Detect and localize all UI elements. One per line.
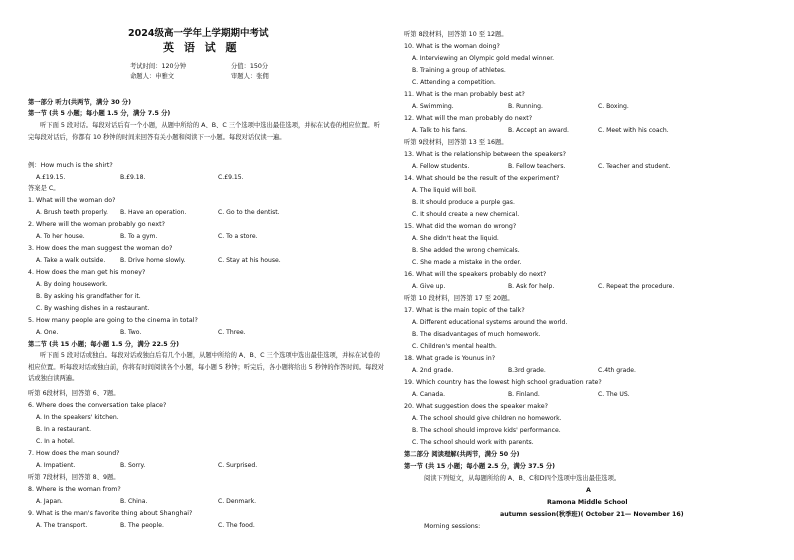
question-4: 4. How does the man get his money? xyxy=(28,269,146,276)
q13-option-b: B. Fellow teachers. xyxy=(508,163,566,170)
q18-option-b: B.3rd grade. xyxy=(508,367,546,374)
q16-option-a: A. Give up. xyxy=(412,283,446,290)
section3-heading: 第一节 (共 15 小题；每小题 2.5 分，满分 37.5 分) xyxy=(404,463,556,470)
q20-option-b: B. The school should improve kids' performance. xyxy=(412,427,561,434)
q17-option-c: C. Children's mental health. xyxy=(412,343,497,350)
material-9-note: 听第 9段材料，回答第 13 至 16题。 xyxy=(404,139,508,146)
q7-option-a: A. Impatient. xyxy=(36,462,76,469)
question-6: 6. Where does the conversation take place? xyxy=(28,402,167,409)
q9-option-c: C. The food. xyxy=(218,522,255,529)
question-11: 11. What is the man probably best at? xyxy=(404,91,525,98)
q3-option-a: A. Take a walk outside. xyxy=(36,257,106,264)
question-16: 16. What will the speakers probably do next? xyxy=(404,271,547,278)
part1-heading: 第一部分 听力(共两节，满分 30 分) xyxy=(28,99,131,106)
q8-option-b: B. China. xyxy=(120,498,148,505)
exam-author: 命题人：申雅文 xyxy=(130,73,175,80)
q9-option-b: B. The people. xyxy=(120,522,164,529)
q14-option-b: B. It should produce a purple gas. xyxy=(412,199,515,206)
q12-option-b: B. Accept an award. xyxy=(508,127,569,134)
question-2: 2. Where will the woman probably go next? xyxy=(28,221,165,228)
q5-option-b: B. Two. xyxy=(120,329,142,336)
question-10: 10. What is the woman doing? xyxy=(404,43,500,50)
q5-option-a: A. One. xyxy=(36,329,59,336)
q1-option-b: B. Have an operation. xyxy=(120,209,187,216)
q2-option-c: C. To a store. xyxy=(218,233,258,240)
question-20: 20. What suggestion does the speaker make? xyxy=(404,403,548,410)
q4-option-b: B. By asking his grandfather for it. xyxy=(36,293,141,300)
q4-option-c: C. By washing dishes in a restaurant. xyxy=(36,305,150,312)
q5-option-c: C. Three. xyxy=(218,329,246,336)
question-12: 12. What will the man probably do next? xyxy=(404,115,533,122)
material-6-note: 听第 6段材料，回答第 6、7题。 xyxy=(28,390,120,397)
q2-option-b: B. To a gym. xyxy=(120,233,158,240)
morning-sessions: Morning sessions: xyxy=(424,523,481,530)
q20-option-c: C. The school should work with parents. xyxy=(412,439,534,446)
q19-option-c: C. The US. xyxy=(598,391,630,398)
q17-option-a: A. Different educational systems around the world. xyxy=(412,319,568,326)
question-7: 7. How does the man sound? xyxy=(28,450,120,457)
q15-option-c: C. She made a mistake in the order. xyxy=(412,259,522,266)
question-13: 13. What is the relationship between the speakers? xyxy=(404,151,567,158)
question-19: 19. Which country has the lowest high school graduation rate? xyxy=(404,379,602,386)
section2-instructions: 听下面 5 段对话或独白。每段对话或独白后有几个小题，从题中所给的 A、B、C 三个选项中选出最佳选项，并标在试卷的相应位置。听每段对话或独白前，你将有时间阅读各个小题，每小题 5 秒钟；听完后，各小题将给出 5 秒钟的作答时间。每段对话或独白读两遍。 xyxy=(28,352,385,382)
q6-option-c: C. In a hotel. xyxy=(36,438,75,445)
q12-option-a: A. Talk to his fans. xyxy=(412,127,468,134)
question-8: 8. Where is the woman from? xyxy=(28,486,121,493)
q2-option-a: A. To her house. xyxy=(36,233,85,240)
q11-option-a: A. Swimming. xyxy=(412,103,454,110)
example-option-c: C.£9.15. xyxy=(218,174,244,181)
q13-option-c: C. Teacher and student. xyxy=(598,163,671,170)
q11-option-b: B. Running. xyxy=(508,103,543,110)
q16-option-b: B. Ask for help. xyxy=(508,283,555,290)
q19-option-b: B. Finland. xyxy=(508,391,540,398)
question-1: 1. What will the woman do? xyxy=(28,197,116,204)
question-17: 17. What is the main topic of the talk? xyxy=(404,307,525,314)
q16-option-c: C. Repeat the procedure. xyxy=(598,283,675,290)
q8-option-a: A. Japan. xyxy=(36,498,63,505)
q10-option-a: A. Interviewing an Olympic gold medal winner. xyxy=(412,55,555,62)
example-option-b: B.£9.18. xyxy=(120,174,146,181)
q15-option-b: B. She added the wrong chemicals. xyxy=(412,247,520,254)
q20-option-a: A. The school should give children no homework. xyxy=(412,415,562,422)
q10-option-b: B. Training a group of athletes. xyxy=(412,67,506,74)
q6-option-a: A. In the speakers' kitchen. xyxy=(36,414,119,421)
q1-option-c: C. Go to the dentist. xyxy=(218,209,280,216)
q3-option-c: C. Stay at his house. xyxy=(218,257,281,264)
passage-title: Ramona Middle School xyxy=(547,499,628,506)
q19-option-a: A. Canada. xyxy=(412,391,446,398)
q12-option-c: C. Meet with his coach. xyxy=(598,127,669,134)
example-question: 例：How much is the shirt? xyxy=(28,162,113,169)
question-14: 14. What should be the result of the experiment? xyxy=(404,175,560,182)
question-15: 15. What did the woman do wrong? xyxy=(404,223,517,230)
material-8-note: 听第 8段材料，回答第 10 至 12题。 xyxy=(404,31,508,38)
q18-option-a: A. 2nd grade. xyxy=(412,367,454,374)
exam-time: 考试时间：120分钟 xyxy=(130,63,187,70)
material-10-note: 听第 10 段材料，回答第 17 至 20题。 xyxy=(404,295,514,302)
q3-option-b: B. Drive home slowly. xyxy=(120,257,186,264)
q18-option-c: C.4th grade. xyxy=(598,367,636,374)
question-3: 3. How does the man suggest the woman do? xyxy=(28,245,173,252)
section1-instructions: 听下面 5 段对话。每段对话后有一个小题，从题中所给的 A、B、C 三个选项中选出最佳选项，并标在试卷的相应位置。听完每段对话后，你都有 10 秒钟的时间来回答有关小题和阅读下一小题。每段对话仅读一遍。 xyxy=(28,122,380,141)
q17-option-b: B. The disadvantages of much homework. xyxy=(412,331,541,338)
q4-option-a: A. By doing housework. xyxy=(36,281,108,288)
section2-heading: 第二节 (共 15 小题；每小题 1.5 分，满分 22.5 分) xyxy=(28,341,180,348)
q11-option-c: C. Boxing. xyxy=(598,103,629,110)
q13-option-a: A. Fellow students. xyxy=(412,163,470,170)
exam-score: 分值：150分 xyxy=(231,63,269,70)
section3-instructions: 阅读下列短文，从每题所给的 A、B、C和D四个选项中选出最佳选项。 xyxy=(424,475,621,482)
q7-option-b: B. Sorry. xyxy=(120,462,146,469)
q9-option-a: A. The transport. xyxy=(36,522,88,529)
exam-reviewer: 审题人：张佣 xyxy=(231,73,269,80)
example-option-a: A.£19.15. xyxy=(36,174,66,181)
material-7-note: 听第 7段材料，回答第 8、9题。 xyxy=(28,474,120,481)
q7-option-c: C. Surprised. xyxy=(218,462,258,469)
q1-option-a: A. Brush teeth properly. xyxy=(36,209,108,216)
q10-option-c: C. Attending a competition. xyxy=(412,79,496,86)
q14-option-c: C. It should create a new chemical. xyxy=(412,211,520,218)
question-18: 18. What grade is Younus in? xyxy=(404,355,496,362)
q15-option-a: A. She didn't heat the liquid. xyxy=(412,235,499,242)
exam-title: 2024级高一学年上学期期中考试 xyxy=(128,28,269,39)
question-5: 5. How many people are going to the cinema in total? xyxy=(28,317,198,324)
q14-option-a: A. The liquid will boil. xyxy=(412,187,477,194)
passage-subtitle: autumn session(秋季班)( October 21— November 16) xyxy=(500,511,684,518)
q6-option-b: B. In a restaurant. xyxy=(36,426,92,433)
question-9: 9. What is the man's favorite thing about Shanghai? xyxy=(28,510,193,517)
example-answer: 答案是 C。 xyxy=(28,185,60,192)
section1-heading: 第一节 (共 5 小题；每小题 1.5 分，满分 7.5 分) xyxy=(28,110,171,117)
q8-option-c: C. Denmark. xyxy=(218,498,257,505)
subject-title: 英 语 试 题 xyxy=(163,41,240,54)
passage-label: A xyxy=(586,487,591,494)
part2-heading: 第二部分 阅读理解(共两节，满分 50 分) xyxy=(404,451,520,458)
